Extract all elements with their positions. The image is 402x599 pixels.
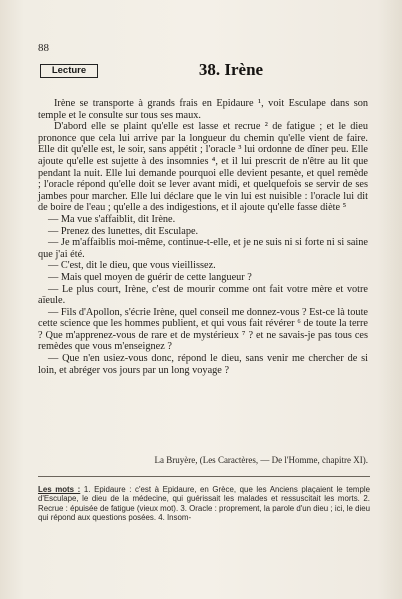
footnote-divider (38, 476, 370, 477)
chapter-title: 38. Irène (198, 60, 264, 79)
footnotes (38, 485, 370, 523)
page-number: 88 (38, 42, 49, 54)
paragraph: D'abord elle se plaint qu'elle est lasse et recrue ² de fatigue ; et le dieu prononce que cela lui arrive par la longueur du chemin qu'elle vient de faire. Elle dit qu'elle est, le soir, sans appétit ; l'oracle ³ lui ordonne de dîner peu. Elle ajoute qu'elle est sujette à des insomnies ⁴, et il lui prescrit de n'être au lit que pendant la nuit. Elle lui demande pourquoi elle devient pesante, et quel remède ; l'oracle répond qu'elle doit se lever avant midi, et quelquefois se servir de ses jambes pour marcher. Elle lui déclare que le vin lui est nuisible : l'oracle lui dit de boire de l'eau ; qu'elle a des indigestions, et il ajoute qu'elle fasse diète ⁵ (38, 121, 368, 214)
paragraph: Irène se transporte à grands frais en Epidaure ¹, voit Esculape dans son temple et le consulte sur tous ses maux. (38, 98, 368, 121)
dialogue-line: — Mais quel moyen de guérir de cette langueur ? (48, 271, 252, 283)
body-text (38, 98, 368, 376)
section-label: Lecture (40, 64, 98, 78)
dialogue-line: — Prenez des lunettes, dit Esculape. (48, 225, 199, 237)
dialogue-line: — Que n'en usiez-vous donc, répond le dieu, sans venir me chercher de si loin, et abréger vos jours par un long voyage ? (38, 353, 368, 376)
dialogue-line: — Fils d'Apollon, s'écrie Irène, quel conseil me donnez-vous ? Est-ce là toute cette science que les hommes publient, et qui vous fait révérer ⁶ de toute la terre ? Que m'apprenez-vous de rare et de mystérieux ⁷ ? et ne savais-je pas tous ces remèdes que vous m'enseignez ? (38, 306, 368, 353)
dialogue-line: — Je m'affaiblis moi-même, continue-t-elle, et je ne suis ni si forte ni si saine que j'ai été. (38, 237, 368, 260)
dialogue-line: — Ma vue s'affaiblit, dit Irène. (48, 213, 176, 225)
author-signature: La Bruyère, (Les Caractères, — De l'Homme, chapitre XI). (154, 455, 368, 465)
dialogue-line: — C'est, dit le dieu, que vous vieillissez. (48, 260, 216, 272)
footnotes-title: Les mots : (38, 485, 81, 494)
footnotes-text: 1. Epidaure : c'est à Epidaure, en Grèce, que les Anciens plaçaient le temple d'Esculape, le dieu de la médecine, qui guérissait les malades et ressuscitait les morts. 2. Recrue : épuisée de fatigue (vieux mot). 3. Oracle : proprement, la parole d'un dieu ; ici, le dieu qui répond aux questions posées. 4. Insom- (38, 485, 370, 523)
dialogue-line: — Le plus court, Irène, c'est de mourir comme ont fait votre mère et votre aïeule. (38, 283, 368, 307)
